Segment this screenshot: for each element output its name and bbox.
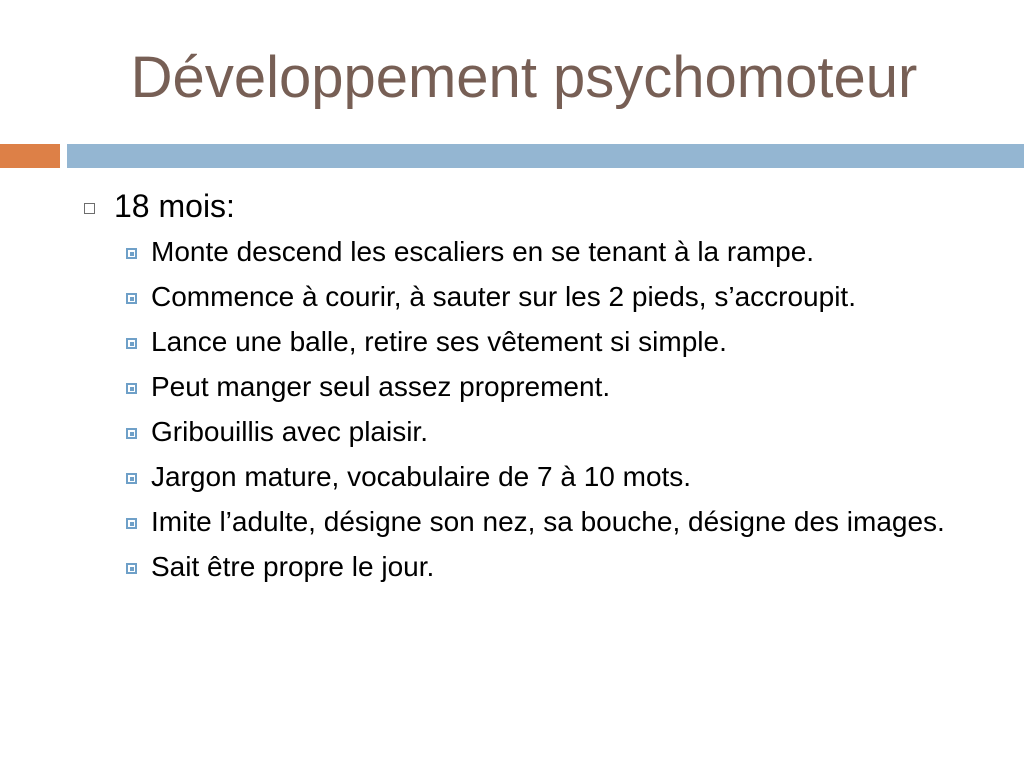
list-item xyxy=(124,234,984,270)
list-item-text: Commence à courir, à sauter sur les 2 pieds, s’accroupit. xyxy=(151,281,856,312)
list-item-text: Monte descend les escaliers en se tenant à la rampe. xyxy=(151,236,815,267)
title-divider-bar xyxy=(67,144,1024,168)
square-bullet-icon xyxy=(126,383,137,394)
list-item-text: Sait être propre le jour. xyxy=(151,551,435,582)
square-bullet-icon xyxy=(126,563,137,574)
square-bullet-icon xyxy=(126,293,137,304)
slide-title: Développement psychomoteur xyxy=(130,45,918,110)
square-bullet-icon xyxy=(126,338,137,349)
list-item-text: Jargon mature, vocabulaire de 7 à 10 mots. xyxy=(151,461,692,492)
title-accent-bar xyxy=(0,144,60,168)
list-item xyxy=(124,549,984,585)
square-bullet-icon xyxy=(126,518,137,529)
list-item xyxy=(124,324,984,360)
list-item xyxy=(124,504,984,540)
bullet-heading: 18 mois: xyxy=(114,188,235,224)
square-bullet-icon xyxy=(84,203,95,214)
list-item-text: Gribouillis avec plaisir. xyxy=(151,416,428,447)
list-item-text: Imite l’adulte, désigne son nez, sa bouche, désigne des images. xyxy=(151,506,945,537)
list-item xyxy=(124,369,984,405)
list-item xyxy=(124,414,984,450)
list-item xyxy=(124,279,984,315)
list-item xyxy=(124,459,984,495)
square-bullet-icon xyxy=(126,428,137,439)
bullet-level1 xyxy=(84,186,235,226)
list-item-text: Peut manger seul assez proprement. xyxy=(151,371,611,402)
square-bullet-icon xyxy=(126,473,137,484)
sub-bullet-list xyxy=(124,234,984,594)
square-bullet-icon xyxy=(126,248,137,259)
list-item-text: Lance une balle, retire ses vêtement si simple. xyxy=(151,326,727,357)
